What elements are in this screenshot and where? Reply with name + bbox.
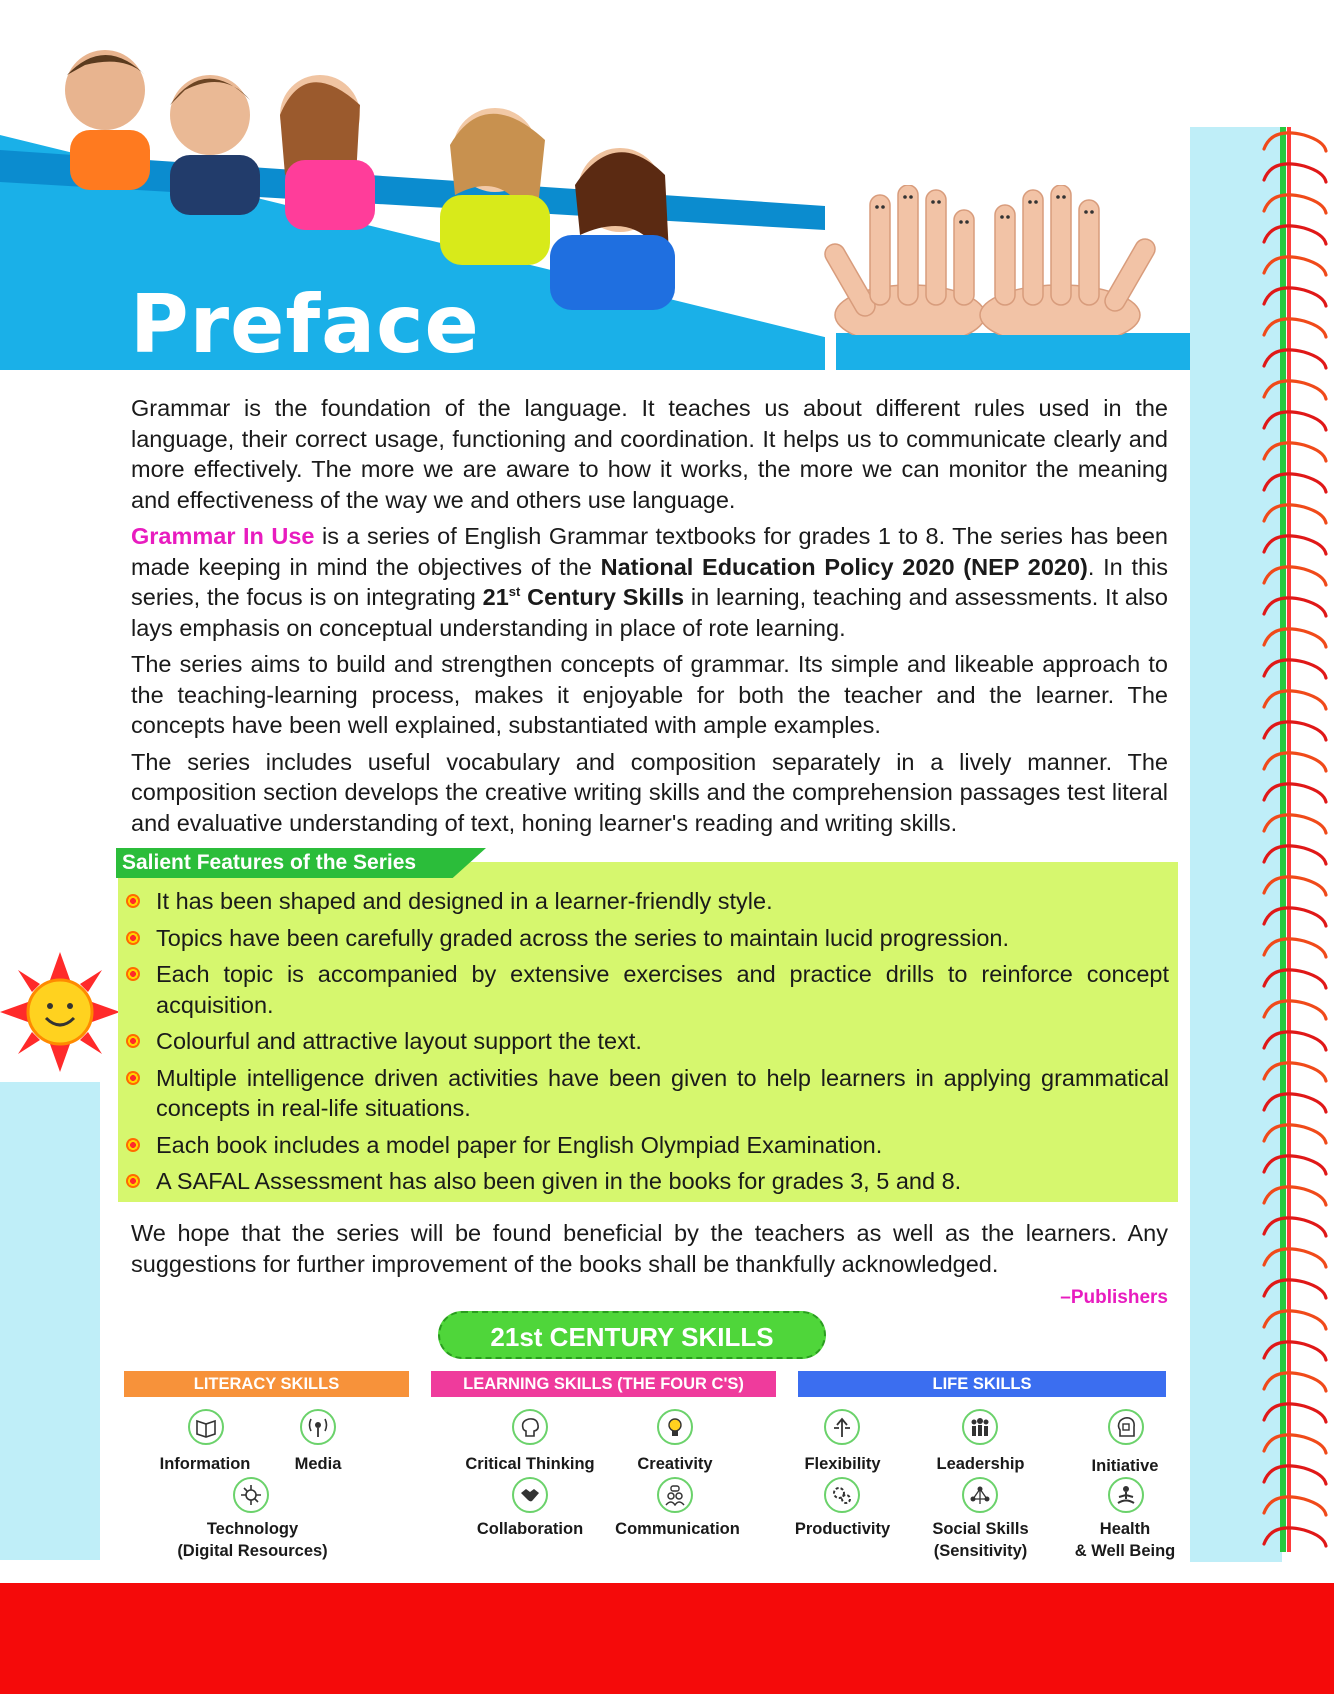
bullet-icon <box>126 931 140 945</box>
meditation-icon <box>1108 1477 1144 1513</box>
spiral-loop <box>1264 1032 1326 1050</box>
spiral-loop <box>1264 226 1326 244</box>
spiral-loop <box>1264 784 1326 802</box>
spiral-loop <box>1264 1280 1326 1298</box>
gears-icon <box>824 1477 860 1513</box>
skill-technology: Technology <box>206 1520 299 1538</box>
feature-text: Each topic is accompanied by extensive exercises and practice drills to reinforce concept acquisition. <box>156 961 1169 1018</box>
spiral-loop <box>1264 536 1326 554</box>
spiral-loop <box>1264 443 1326 461</box>
spiral-loop <box>1264 1497 1326 1515</box>
spiral-loop <box>1264 350 1326 368</box>
century-suffix: st <box>508 584 521 600</box>
intro-p2-text-b: . In this series, the focus is on integrating <box>131 553 1169 610</box>
features-title: Salient Features of the Series <box>122 851 417 874</box>
spiral-loop <box>1264 1063 1326 1081</box>
closing-text: We hope that the series will be found beneficial by the teachers as well as the learners. Any suggestions for further improvement of the books shall be thankfully acknowledged. <box>131 1220 1168 1277</box>
literacy-skills-header: LITERACY SKILLS <box>124 1371 409 1397</box>
nep-name: National Education Policy 2020 (NEP 2020) <box>600 553 1088 580</box>
arrows-icon <box>824 1409 860 1445</box>
broadcast-icon <box>300 1409 336 1445</box>
spiral-loop <box>1264 1311 1326 1329</box>
left-decor-strip <box>0 1082 100 1560</box>
brain-icon <box>512 1409 548 1445</box>
feature-text: It has been shaped and designed in a learner-friendly style. <box>156 888 773 914</box>
skill-flexibility: Flexibility <box>804 1455 881 1473</box>
spiral-loop <box>1264 1094 1326 1112</box>
spiral-loop <box>1264 660 1326 678</box>
spiral-loop <box>1264 257 1326 275</box>
spiral-loop <box>1264 598 1326 616</box>
intro-paragraph-4: The series includes useful vocabulary and composition separately in a lively manner. The composition section develops the creative writing skills and the comprehension passages test literal and evaluative understanding of text, honing learner's reading and writing skills. <box>131 748 1168 836</box>
people-chat-icon <box>657 1477 693 1513</box>
skill-initiative: Initiative <box>1091 1457 1159 1475</box>
spiral-loop <box>1264 1466 1326 1484</box>
spiral-binding <box>1252 125 1334 1555</box>
skill-critical-thinking: Critical Thinking <box>465 1455 595 1473</box>
skill-collaboration: Collaboration <box>476 1520 584 1538</box>
spiral-loop <box>1264 970 1326 988</box>
smiling-sun-icon <box>0 952 120 1072</box>
century-skills <box>483 584 684 610</box>
list-item <box>124 959 1169 1020</box>
finger-faces-illustration <box>820 185 1160 335</box>
life-skills-header: LIFE SKILLS <box>798 1371 1166 1397</box>
publishers-signature: –Publishers <box>1060 1287 1168 1308</box>
feature-text: Each book includes a model paper for English Olympiad Examination. <box>156 1131 883 1158</box>
feature-text: A SAFAL Assessment has also been given in the books for grades 3, 5 and 8. <box>156 1168 962 1194</box>
network-icon <box>962 1477 998 1513</box>
intro-text <box>131 393 1168 838</box>
spiral-loop <box>1264 1001 1326 1019</box>
spiral-loop <box>1264 474 1326 492</box>
spiral-loop <box>1264 1125 1326 1143</box>
feature-text: Multiple intelligence driven activities have been given to help learners in applying grammatical concepts in real-life situations. <box>156 1064 1169 1121</box>
features-list <box>124 886 1169 1203</box>
bullet-icon <box>126 967 140 981</box>
spiral-loop <box>1264 1218 1326 1236</box>
feature-text: Topics have been carefully graded across the series to maintain lucid progression. <box>156 924 1009 951</box>
header-banner-right <box>836 333 1190 370</box>
spiral-loop <box>1264 1435 1326 1453</box>
list-item <box>124 1063 1169 1124</box>
spiral-loop <box>1264 722 1326 740</box>
spiral-loop <box>1264 629 1326 647</box>
list-item <box>124 886 1169 917</box>
skill-communication: Communication <box>615 1520 740 1538</box>
intro-p2-text-a: is a series of English Grammar textbooks for grades 1 to 8. The series has been made keeping in mind the objectives of the <box>131 523 1168 580</box>
spiral-loop <box>1264 505 1326 523</box>
list-item <box>124 923 1169 954</box>
spiral-loop <box>1264 412 1326 430</box>
page-title: Preface <box>130 278 480 371</box>
circuit-icon <box>233 1477 269 1513</box>
spiral-loop <box>1264 195 1326 213</box>
bullet-icon <box>126 1138 140 1152</box>
spiral-loop <box>1264 1373 1326 1391</box>
skill-technology-note: (Digital Resources) <box>177 1542 328 1560</box>
skill-health: Health <box>1099 1520 1151 1538</box>
feature-text: Colourful and attractive layout support the text. <box>156 1028 642 1054</box>
intro-p2-text-c: in learning, teaching and assessments. It also lays emphasis on conceptual understanding in place of rote learning. <box>131 584 1168 641</box>
book-icon <box>188 1409 224 1445</box>
skill-productivity: Productivity <box>794 1520 891 1538</box>
spiral-loop <box>1264 1156 1326 1174</box>
footer-band <box>0 1583 1334 1694</box>
spiral-loop <box>1264 691 1326 709</box>
spiral-loop <box>1264 133 1326 151</box>
spiral-loop <box>1264 846 1326 864</box>
spiral-loop <box>1264 319 1326 337</box>
list-item <box>124 1026 1169 1057</box>
spiral-loop <box>1264 815 1326 833</box>
spiral-loop <box>1264 1249 1326 1267</box>
spiral-loop <box>1264 1528 1326 1546</box>
bullet-icon <box>126 1034 140 1048</box>
bullet-icon <box>126 894 140 908</box>
intro-paragraph-1: Grammar is the foundation of the language. It teaches us about different rules used in the language, their correct usage, functioning and coordination. It helps us to communicate clearly and more effectively. The more we are aware to how it works, the more we can monitor the meaning and effectiveness of the way we and others use language. <box>131 395 1168 513</box>
spiral-loop <box>1264 908 1326 926</box>
students-illustration <box>55 45 755 315</box>
head-icon <box>1108 1409 1144 1445</box>
skills-title: 21st CENTURY SKILLS <box>438 1311 826 1359</box>
skill-social-skills-note: (Sensitivity) <box>933 1542 1028 1560</box>
learning-skills-header: LEARNING SKILLS (THE FOUR C'S) <box>431 1371 776 1397</box>
spiral-loop <box>1264 1404 1326 1422</box>
team-icon <box>962 1409 998 1445</box>
century-number: 21 <box>482 584 509 610</box>
handshake-icon <box>512 1477 548 1513</box>
spiral-loop <box>1264 877 1326 895</box>
list-item <box>124 1166 1169 1197</box>
skill-information: Information <box>159 1455 251 1473</box>
spiral-loop <box>1264 288 1326 306</box>
spiral-loop <box>1264 939 1326 957</box>
spiral-loop <box>1264 381 1326 399</box>
spiral-loop <box>1264 753 1326 771</box>
bullet-icon <box>126 1071 140 1085</box>
skill-creativity: Creativity <box>637 1455 713 1473</box>
spiral-loop <box>1264 1187 1326 1205</box>
skill-social-skills: Social Skills <box>932 1520 1029 1538</box>
skill-health-note: & Well Being <box>1074 1542 1176 1560</box>
intro-paragraph-2 <box>131 521 1168 643</box>
century-label: Century Skills <box>520 584 685 610</box>
bullet-icon <box>126 1174 140 1188</box>
series-name: Grammar In Use <box>131 523 315 549</box>
list-item <box>124 1130 1169 1161</box>
skill-leadership: Leadership <box>936 1455 1025 1473</box>
spiral-loop <box>1264 164 1326 182</box>
lightbulb-icon <box>657 1409 693 1445</box>
spiral-loop <box>1264 1342 1326 1360</box>
spiral-loop <box>1264 567 1326 585</box>
intro-paragraph-3: The series aims to build and strengthen concepts of grammar. Its simple and likeable approach to the teaching-learning process, makes it enjoyable for both the teacher and the learner. The concepts have been well explained, substantiated with ample examples. <box>131 651 1168 738</box>
skill-media: Media <box>294 1455 342 1473</box>
